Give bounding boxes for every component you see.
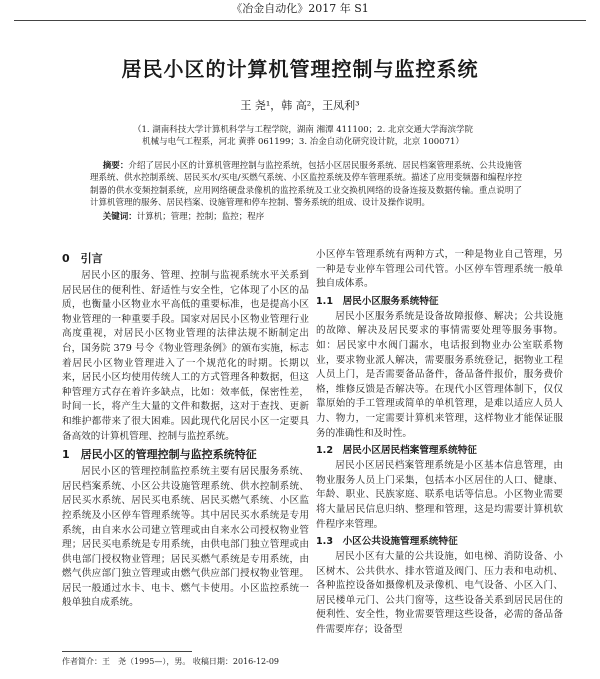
abstract — [90, 160, 522, 210]
author-footnote: 作者简介：王 尧（1995—），男。 收稿日期：2016-12-09 — [62, 657, 280, 666]
running-head: 《冶金自动化》2017 年 S1 — [231, 2, 369, 15]
affiliation-line-1: （1. 湖南科技大学计算机科学与工程学院，湖南 湘潭 411100；2. 北京交通大学海滨学院 — [133, 125, 473, 135]
intro-heading: 0 引言 — [62, 252, 103, 265]
author-list: 王 尧¹，韩 高²，王凤利³ — [240, 99, 360, 112]
section-1-1-heading: 1.1 居民小区服务系统特征 — [316, 295, 439, 307]
affiliation-line-2: 机械与电气工程系，河北 黄骅 061199；3. 冶金自动化研究设计院，北京 100071） — [142, 137, 464, 147]
abstract-block — [90, 160, 522, 223]
parking-paragraph: 小区停车管理系统有两种方式，一种是物业自己管理，另一种是专业停车管理公司代管。小区停车管理系统一般单独自成体系。 — [316, 249, 563, 290]
paper-title: 居民小区的计算机管理控制与监控系统 — [121, 57, 479, 81]
keywords — [90, 211, 522, 223]
keywords-label: 关键词： — [102, 211, 137, 222]
section-1-3-paragraph: 居民小区有大量的公共设施，如电梯、消防设备、小区树木、公共供水、排水管道及阀门、压力表和电动机、各种监控设备如摄像机及录像机、电气设备、小区入门、居民楼单元门、公共门窗等，这些设备关系到居民居住的便利性、安全性，物业需要管理这些设备，必需的备品备件需要库存；设备型 — [316, 551, 563, 636]
intro-paragraph: 居民小区的服务、管理、控制与监视系统水平关系到居民居住的便利性、舒适性与安全性，它体现了小区的品质，也衡量小区物业水平高低的重要标准，也是提高小区物业管理的一种重要手段。国家对居民小区物业管理行业高度重视，对居民小区物业管理的法律法规不断制定出台，国务院 379 号令《物业管理条例》的颁布实施，标志着居民小区物业管理进入了一个规范化的时期。长期以来，居民小区均使用传统人工的方式管理各种数据，但这种管理方式存在着许多缺点，比如：效率低，保密性差，时间一长，将产生大量的文件和数据，这对于查找、更新和维护都带来了很大困难。因此现代化居民小区一定要具备高效的计算机管理、控制与监控系统。 — [62, 270, 309, 442]
section-1-heading: 1 居民小区的管理控制与监控系统特征 — [62, 448, 257, 462]
section-1-3-heading: 1.3 小区公共设施管理系统特征 — [316, 536, 458, 548]
section-1-paragraph: 居民小区的管理控制监控系统主要有居民服务系统、居民档案系统、小区公共设施管理系统、供水控制系统、居民买水系统、居民买电系统、居民买燃气系统、小区监控系统及小区停车管理系统等。其中居民买水系统是专用系统，由自来水公司建立管理或由自来水公司授权物业管理；居民买电系统是专用系统，由供电部门独立管理或由供电部门授权物业管理；居民买燃气系统是专用系统，由燃气供应部门独立管理或由燃气供应部门授权物业管理。居民一般通过水卡、电卡、燃气卡使用。小区监控系统一般单独自成系统。 — [62, 466, 309, 609]
right-column — [316, 248, 563, 638]
section-1-2-heading: 1.2 居民小区居民档案管理系统特征 — [316, 445, 477, 457]
footnote-rule — [62, 651, 192, 652]
section-1-2-paragraph: 居民小区居民档案管理系统是小区基本信息管理，由物业服务人员上门采集，包括本小区居住的人口、健康、年龄、职业、民族家庭、联系电话等信息。小区物业需要将大量居民信息归纳、整理和管理，这是均需要计算机软件程序来管理。 — [316, 460, 563, 530]
left-column — [62, 248, 309, 611]
abstract-label: 摘要： — [102, 161, 129, 171]
keywords-text: 计算机；管理；控制；监控；程序 — [136, 211, 265, 222]
section-1-1-paragraph: 居民小区服务系统是设备故障报修、解决；公共设施的故障、解决及居民要求的事情需要处理等服务事物。如：居民家中水阀门漏水，电话报到物业办公室联系物业，要求物业派人解决，需要服务系统登记，据物业工程人员上门，是否需要备品备件，备品备件报价，服务费价格，维修反馈是否解决等。在现代小区管理体制下，仅仅靠原始的手工管理或简单的单机管理，是难以适应人员人力、物力，一定需要计算机来管理，这样物业才能保证服务的准确性和及时性。 — [316, 310, 563, 439]
abstract-text: 介绍了居民小区的计算机管理控制与监控系统，包括小区居民服务系统、居民档案管理系统、公共设施管理系统、供水控制系统、居民买水/买电/买燃气系统、小区监控系统及停车管理系统。描述了应用变频器和编程序控制器的供水变频控制系统，应用网络硬盘录像机的监控系统及工业交换机网络的设备连接及数据传输。重点说明了计算机管理的服务、居民档案、设施管理和停车控制、警务系统的组成、设计及操作说明。 — [90, 161, 522, 209]
header-rule — [14, 20, 586, 21]
